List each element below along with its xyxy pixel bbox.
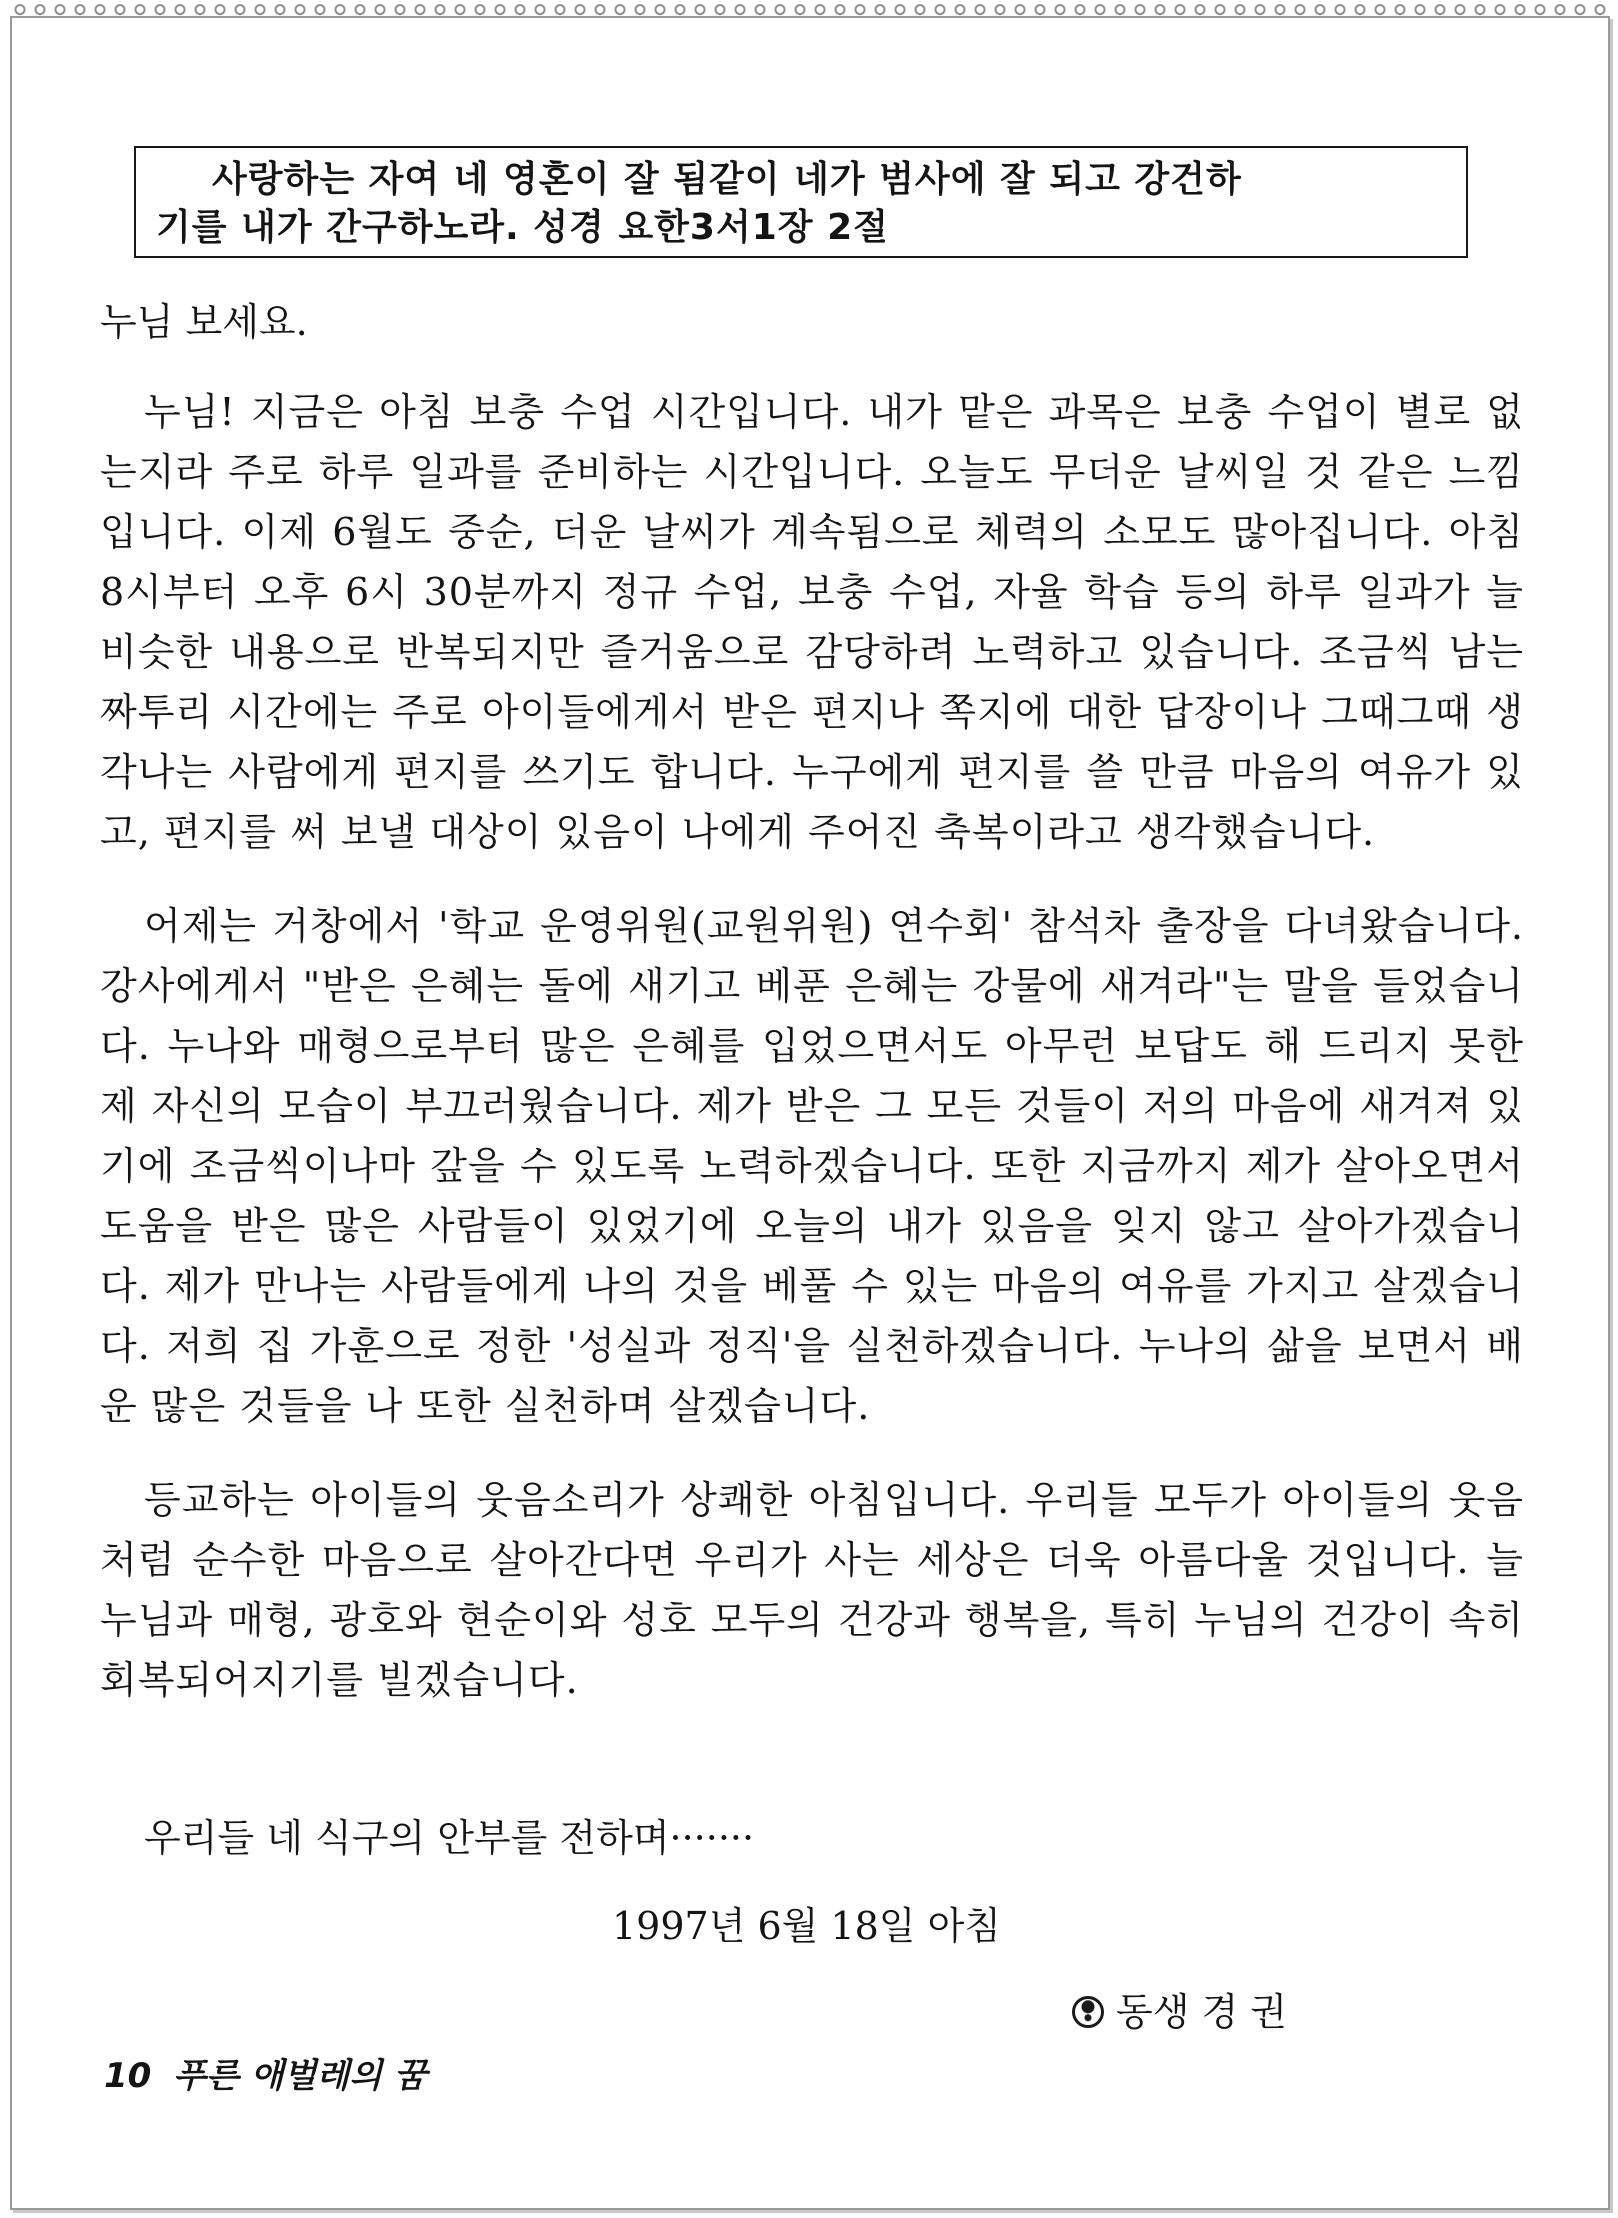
- verse-line-2: 기를 내가 간구하노라. 성경 요한3서1장 2절: [156, 207, 889, 248]
- book-title: 푸른 애벌레의 꿈: [173, 2056, 427, 2096]
- letter-greeting: 누님 보세요.: [100, 300, 308, 344]
- paragraph-3: 등교하는 아이들의 웃음소리가 상쾌한 아침입니다. 우리들 모두가 아이들의 웃음처럼 순수한 마음으로 살아간다면 우리가 사는 세상은 더욱 아름다울 것입니다. 늘 누님과 매형, 광호와 현순이와 성호 모두의 건강과 행복을, 특히 누님의 건강이 속히 회복되어지기를 빌겠습니다.: [100, 1478, 1524, 1702]
- paragraph-1: 누님! 지금은 아침 보충 수업 시간입니다. 내가 맡은 과목은 보충 수업이 별로 없는지라 주로 하루 일과를 준비하는 시간입니다. 오늘도 무더운 날씨일 것 같은 느낌입니다. 이제 6월도 중순, 더운 날씨가 계속됨으로 체력의 소모도 많아집니다. 아침 8시부터 오후 6시 30분까지 정규 수업, 보충 수업, 자율 학습 등의 하루 일과가 늘 비슷한 내용으로 반복되지만 즐거움으로 감당하려 노력하고 있습니다. 조금씩 남는 짜투리 시간에는 주로 아이들에게서 받은 편지나 쪽지에 대한 답장이나 그때그때 생각나는 사람에게 편지를 쓰기도 합니다. 누구에게 편지를 쓸 만큼 마음의 여유가 있고, 편지를 써 보낼 대상이 있음이 나에게 주어진 축복이라고 생각했습니다.: [100, 390, 1524, 854]
- page-number: 10: [104, 2056, 152, 2096]
- letter-signature: [1072, 1982, 1287, 2042]
- signature-text: 동생 경 권: [1116, 1990, 1287, 2034]
- verse-line-1: 사랑하는 자여 네 영혼이 잘 됨같이 네가 범사에 잘 되고 강건하: [212, 159, 1242, 200]
- bible-verse-box: [134, 146, 1468, 258]
- paragraph-2: 어제는 거창에서 '학교 운영위원(교원위원) 연수회' 참석차 출장을 다녀왔습니다. 강사에게서 "받은 은혜는 돌에 새기고 베푼 은혜는 강물에 새겨라"는 말을 들었습니다. 누나와 매형으로부터 많은 은혜를 입었으면서도 아무런 보답도 해 드리지 못한 제 자신의 모습이 부끄러웠습니다. 제가 받은 그 모든 것들이 저의 마음에 새겨져 있기에 조금씩이나마 갚을 수 있도록 노력하겠습니다. 또한 지금까지 제가 살아오면서 도움을 받은 많은 사람들이 있었기에 오늘의 내가 있음을 잊지 않고 살아가겠습니다. 제가 만나는 사람들에게 나의 것을 베풀 수 있는 마음의 여유를 가지고 살겠습니다. 저희 집 가훈으로 정한 '성실과 정직'을 실천하겠습니다. 누나의 삶을 보면서 배운 많은 것들을 나 또한 실천하며 살겠습니다.: [100, 904, 1524, 1428]
- letter-date: 1997년 6월 18일 아침: [612, 1904, 1002, 1948]
- letter-body: [100, 382, 1524, 1744]
- page-footer: [104, 2048, 427, 2097]
- face-icon: [1072, 1996, 1104, 2028]
- spiral-binding: [10, 0, 1610, 16]
- letter-closing: 우리들 네 식구의 안부를 전하며·······: [144, 1816, 755, 1860]
